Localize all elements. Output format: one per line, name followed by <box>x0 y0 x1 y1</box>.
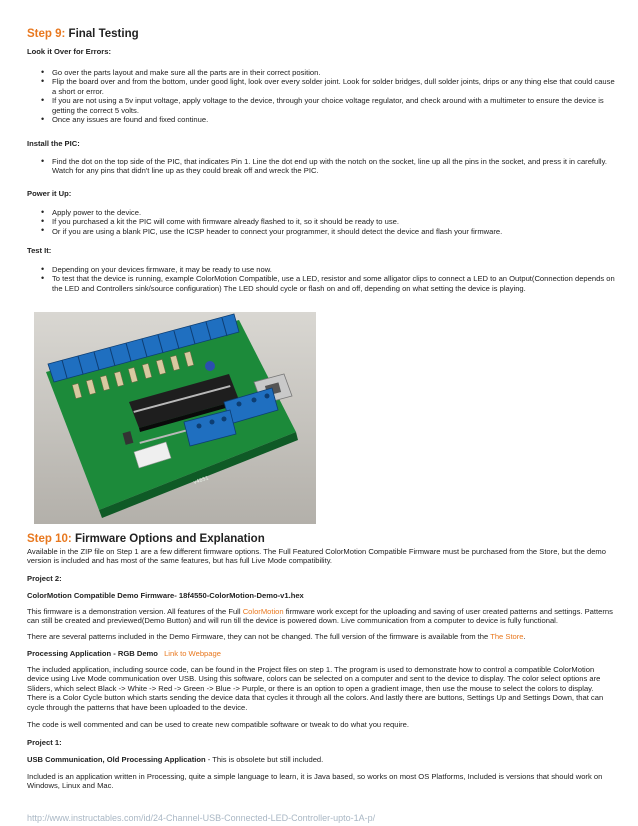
list-item: • If you are not using a 5v input voltage, apply voltage to the device, through your choice voltage regulator, and check around with a multimeter to ensure the device is getting the correct 5 volts. <box>27 96 617 115</box>
step10-heading <box>27 533 265 545</box>
test-list <box>27 265 617 293</box>
list-item: • Once any issues are found and fixed continue. <box>27 115 617 124</box>
list-item: • Or if you are using a blank PIC, use the ICSP header to connect your programmer, it should detect the device and flash your firmware. <box>27 227 617 236</box>
power-heading: Power it Up: <box>27 189 72 198</box>
demo-firmware-text <box>27 607 615 626</box>
processing-webpage-link[interactable]: Link to Webpage <box>164 649 221 658</box>
processing-text: The included application, including source code, can be found in the Project files on step 1. The program is used to demonstrate how to control a compatible ColorMotion device using Live Mode communication over USB. Using this software, colors can be selected on a computer and sent to the device to display. The color select options are Sliders, which select Black -> White -> Red -> Green -> Blue -> Purple, or there is an option to open a gradient image, then use the mouse to select the colors to display. There is a Color Cycle button which starts sending the device data that cycles it through all the colors. And lastly there are buttons, Settings Up and Settings Down, that can cycle through the patterns that have been uploaded to the device. <box>27 665 604 712</box>
look-heading: Look it Over for Errors: <box>27 47 111 56</box>
code-text: The code is well commented and can be used to create new compatible software or tweak to do what you require. <box>27 720 410 729</box>
project1-heading: Project 1: <box>27 738 62 747</box>
usb-heading-text: USB Communication, Old Processing Application <box>27 755 206 764</box>
footer-url[interactable]: http://www.instructables.com/id/24-Channel-USB-Connected-LED-Controller-upto-1A-p/ <box>27 813 376 823</box>
processing-heading <box>27 649 221 658</box>
list-item: • Apply power to the device. <box>27 208 617 217</box>
led-controller-board-image <box>34 312 316 524</box>
demo-firmware-text-1: This firmware is a demonstration version. All features of the Full <box>27 607 241 616</box>
step10-label: Step 10: <box>27 533 72 545</box>
install-heading: Install the PIC: <box>27 139 80 148</box>
patterns-text-end: . <box>523 632 526 641</box>
list-item: • To test that the device is running, example ColorMotion Compatible, use a LED, resistor and some alligator clips to connect a LED to an Output(Connection depends on the LED and Controllers sink/source configuration) The LED should cycle or flash on and off, depending on what setting the device is playing. <box>27 274 617 293</box>
svg-text:v4851: v4851 <box>192 475 210 486</box>
list-item: • Depending on your devices firmware, it may be ready to use now. <box>27 265 617 274</box>
step9-heading <box>27 28 139 40</box>
processing-heading-text: Processing Application - RGB Demo <box>27 649 158 658</box>
list-item: • Flip the board over and from the bottom, under good light, look over every solder joint. Look for solder bridges, dull solder joints, drips or any thing else that could cause a short or error. <box>27 77 617 96</box>
install-list <box>27 157 617 176</box>
patterns-text <box>27 632 615 641</box>
step10-intro: Available in the ZIP file on Step 1 are a few different firmware options. The Full Featured ColorMotion Compatible Firmware must be purchased from the Store, but the demo version is included and has most of the same features, but has full Live Mode compatibility. <box>27 547 606 566</box>
colormotion-link[interactable]: ColorMotion <box>242 607 284 616</box>
look-list <box>27 68 617 124</box>
step10-title: Firmware Options and Explanation <box>74 533 265 545</box>
usb-note: - This is obsolete but still included. <box>205 755 324 764</box>
demo-firmware-text-2: firmware work except for the uploading and saving of user created patterns and settings. Patterns can still be created and previewed(Demo Button) and will run till the device is powered down. Live communication from a computer to device is fully functional. <box>27 607 613 626</box>
usb-heading <box>27 755 323 764</box>
step9-title: Final Testing <box>68 28 139 40</box>
list-item: • Go over the parts layout and make sure all the parts are in their correct position. <box>27 68 617 77</box>
patterns-text-body: There are several patterns included in the Demo Firmware, they can not be changed. The full version of the firmware is available from the <box>27 632 489 641</box>
power-list <box>27 208 617 236</box>
list-item: • If you purchased a kit the PIC will come with firmware already flashed to it, so it should be ready to use. <box>27 217 617 226</box>
store-link[interactable]: The Store <box>490 632 524 641</box>
project2-heading: Project 2: <box>27 574 62 583</box>
demo-firmware-heading: ColorMotion Compatible Demo Firmware- 18f4550-ColorMotion-Demo-v1.hex <box>27 591 304 600</box>
included-text: Included is an application written in Processing, quite a simple language to learn, it is Java based, so works on most OS Platforms, Included is versions that should work on Windows, Linux and Mac. <box>27 772 603 791</box>
list-item: • Find the dot on the top side of the PIC, that indicates Pin 1. Line the dot end up with the notch on the socket, line up all the pins in the socket, and press it in carefully. Watch for any pins that didn't line up as they could break off and wreck the PIC. <box>27 157 617 176</box>
step9-label: Step 9: <box>27 28 66 40</box>
controller-board-photo <box>34 312 316 524</box>
test-heading: Test It: <box>27 246 52 255</box>
